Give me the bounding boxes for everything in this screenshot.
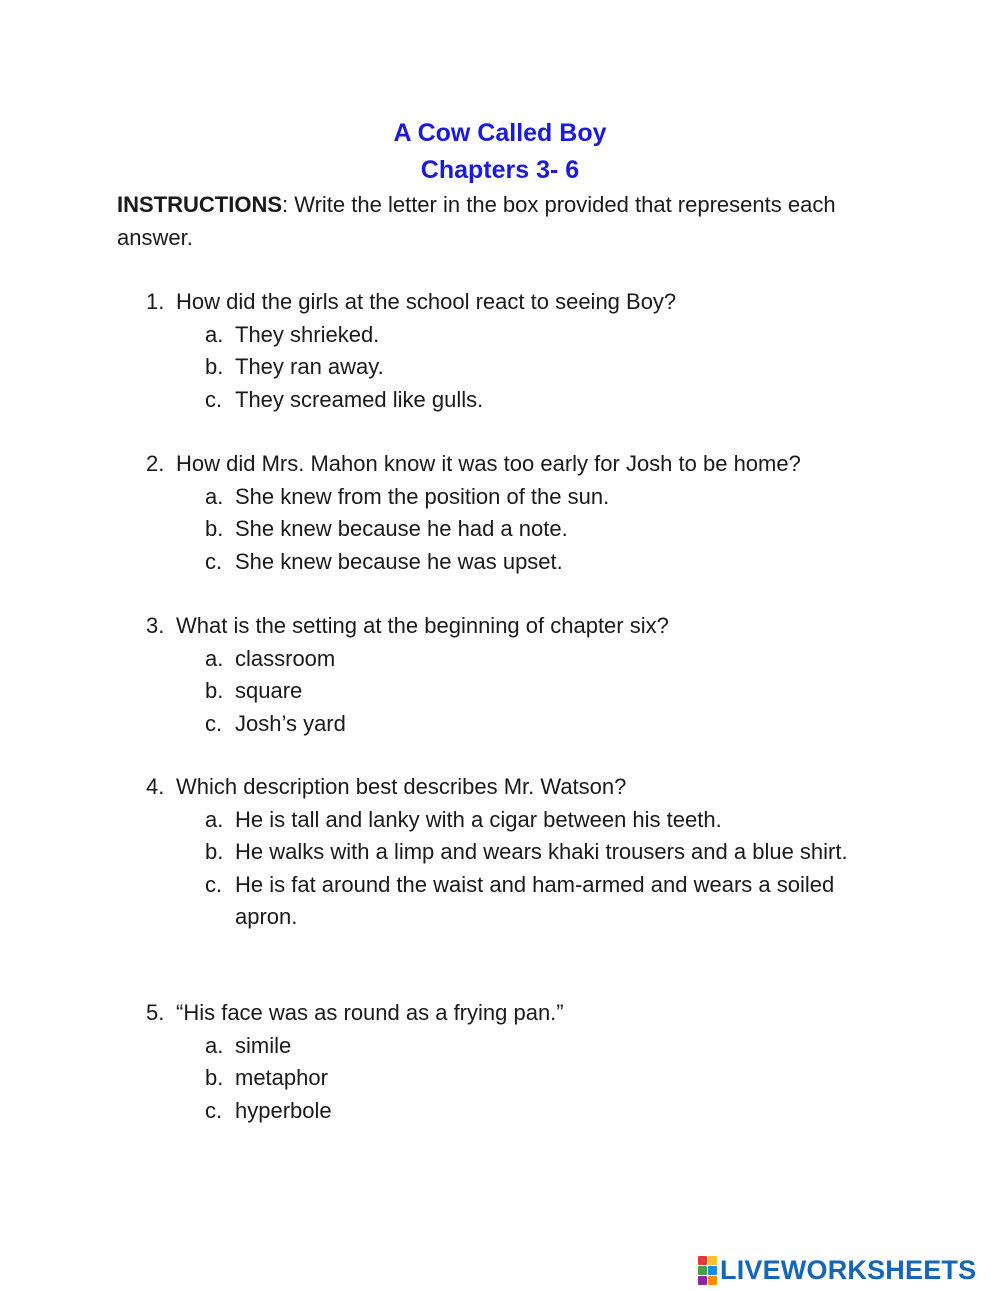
answer-option [0, 708, 1000, 741]
option-letter: a. [205, 321, 224, 347]
liveworksheets-logo [698, 1255, 976, 1285]
answer-option [0, 481, 1000, 514]
option-letter: a. [205, 806, 224, 832]
question-number: 2. [146, 451, 165, 476]
option-letter: c. [205, 386, 223, 412]
option-text: simile [235, 1032, 292, 1058]
answer-option [0, 804, 1000, 837]
instructions-text: : Write the letter in the box provided that represents each answer. [117, 192, 836, 250]
logo-blocks-icon [698, 1256, 717, 1285]
answer-option [0, 836, 1000, 869]
answer-option [0, 1062, 1000, 1095]
worksheet-title: A Cow Called Boy [393, 119, 607, 147]
option-text: He is fat around the waist and ham-armed and wears a soiled apron. [235, 871, 835, 929]
logo-block [708, 1276, 717, 1285]
option-letter: a. [205, 483, 224, 509]
answer-option [0, 384, 1000, 417]
option-text: He is tall and lanky with a cigar between his teeth. [235, 806, 722, 832]
question-text: How did Mrs. Mahon know it was too early for Josh to be home? [176, 451, 801, 476]
question-number: 4. [146, 774, 165, 799]
option-text: She knew because he had a note. [235, 516, 568, 541]
question-text: Which description best describes Mr. Watson? [176, 774, 627, 799]
option-letter: b. [205, 678, 224, 703]
option-text: She knew from the position of the sun. [235, 483, 610, 509]
logo-block [698, 1256, 707, 1265]
answer-option [0, 351, 1000, 384]
option-text: He walks with a limp and wears khaki trousers and a blue shirt. [235, 839, 848, 864]
answer-option [0, 675, 1000, 708]
option-letter: b. [205, 1065, 224, 1090]
option-letter: c. [205, 710, 223, 736]
option-text: classroom [235, 645, 336, 671]
question-2 [0, 448, 1000, 578]
answer-option [0, 1030, 1000, 1063]
answer-option [0, 643, 1000, 676]
logo-block [698, 1266, 707, 1275]
answer-option [0, 513, 1000, 546]
option-text: Josh’s yard [235, 710, 346, 736]
option-letter: b. [205, 516, 224, 541]
question-5 [0, 997, 1000, 1127]
option-letter: c. [205, 1097, 223, 1123]
option-letter: b. [205, 839, 224, 864]
answer-option [0, 319, 1000, 352]
answer-option [0, 869, 1000, 934]
logo-block [708, 1256, 717, 1265]
question-text: “His face was as round as a frying pan.” [176, 1000, 564, 1025]
answer-option [0, 546, 1000, 579]
answer-option [0, 1095, 1000, 1128]
option-text: metaphor [235, 1065, 328, 1090]
question-3 [0, 610, 1000, 740]
question-number: 1. [146, 289, 165, 314]
instructions [117, 188, 887, 254]
option-text: They shrieked. [235, 321, 380, 347]
worksheet-subtitle: Chapters 3- 6 [420, 156, 580, 184]
instructions-label: INSTRUCTIONS [117, 192, 282, 217]
option-letter: a. [205, 1032, 224, 1058]
logo-block [698, 1276, 707, 1285]
question-4 [0, 771, 1000, 934]
option-text: hyperbole [235, 1097, 332, 1123]
question-1 [0, 286, 1000, 416]
logo-block [708, 1266, 717, 1275]
question-number: 3. [146, 613, 165, 638]
option-letter: c. [205, 871, 223, 897]
question-text: How did the girls at the school react to seeing Boy? [176, 289, 677, 314]
question-number: 5. [146, 1000, 165, 1025]
option-letter: b. [205, 354, 224, 379]
option-text: square [235, 678, 303, 703]
option-text: They screamed like gulls. [235, 386, 484, 412]
option-letter: c. [205, 548, 223, 574]
option-letter: a. [205, 645, 224, 671]
question-text: What is the setting at the beginning of chapter six? [176, 613, 669, 638]
option-text: She knew because he was upset. [235, 548, 563, 574]
logo-text: LIVEWORKSHEETS [720, 1254, 977, 1285]
option-text: They ran away. [235, 354, 384, 379]
